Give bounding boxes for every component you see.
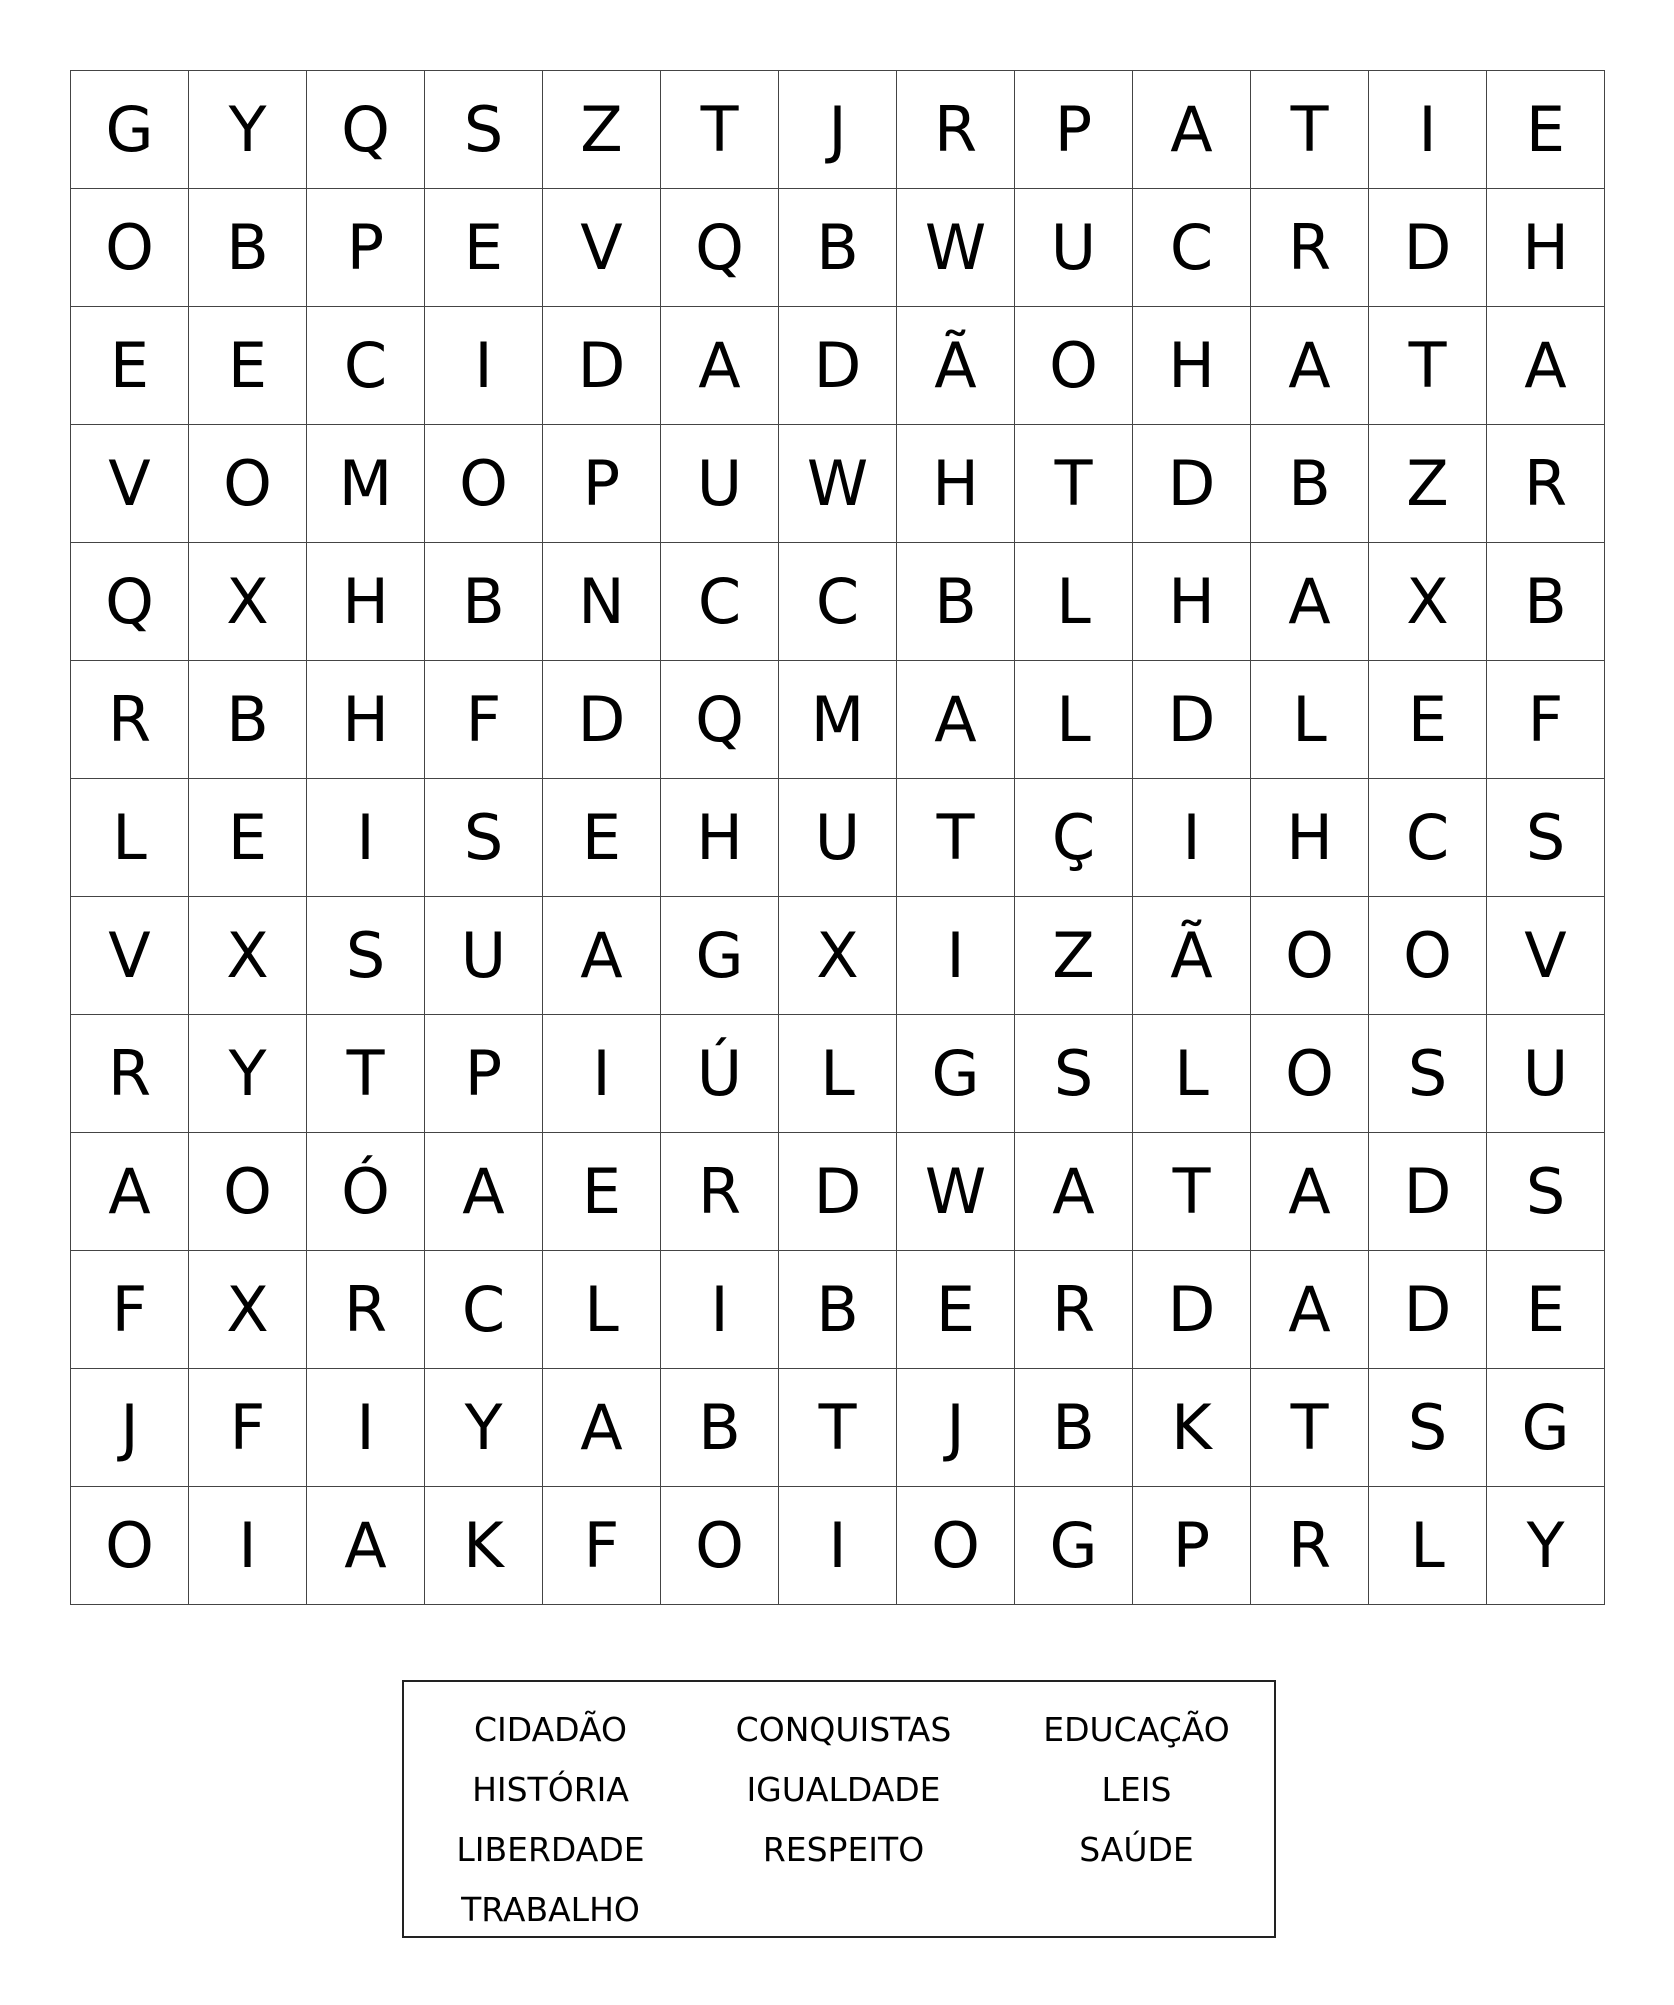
grid-cell[interactable]: O — [1251, 1015, 1369, 1133]
grid-cell[interactable]: A — [1251, 1251, 1369, 1369]
grid-cell[interactable]: E — [1487, 1251, 1605, 1369]
grid-cell[interactable]: T — [307, 1015, 425, 1133]
grid-cell[interactable]: Y — [189, 1015, 307, 1133]
grid-cell[interactable]: C — [1369, 779, 1487, 897]
grid-cell[interactable]: O — [661, 1487, 779, 1605]
grid-cell[interactable]: D — [1369, 1133, 1487, 1251]
grid-cell[interactable]: O — [189, 1133, 307, 1251]
word-bank-item: IGUALDADE — [746, 1770, 941, 1809]
letter-grid-body — [71, 71, 1605, 1605]
grid-cell[interactable]: V — [71, 897, 189, 1015]
grid-cell[interactable]: A — [425, 1133, 543, 1251]
grid-cell[interactable]: Ã — [1133, 897, 1251, 1015]
grid-cell[interactable]: H — [1133, 543, 1251, 661]
grid-cell[interactable]: P — [307, 189, 425, 307]
grid-cell[interactable]: E — [897, 1251, 1015, 1369]
grid-cell[interactable]: X — [1369, 543, 1487, 661]
grid-cell[interactable]: S — [1369, 1369, 1487, 1487]
grid-cell[interactable]: O — [71, 189, 189, 307]
grid-cell[interactable]: C — [1133, 189, 1251, 307]
grid-cell[interactable]: E — [71, 307, 189, 425]
grid-cell[interactable]: H — [1251, 779, 1369, 897]
grid-cell[interactable]: H — [1133, 307, 1251, 425]
word-bank-item: RESPEITO — [762, 1830, 925, 1869]
grid-row — [71, 307, 1605, 425]
grid-cell[interactable]: S — [1487, 1133, 1605, 1251]
grid-cell[interactable]: Y — [425, 1369, 543, 1487]
grid-cell[interactable]: T — [1251, 1369, 1369, 1487]
grid-cell[interactable]: D — [1369, 189, 1487, 307]
grid-cell[interactable]: O — [1015, 307, 1133, 425]
grid-cell[interactable]: D — [779, 307, 897, 425]
grid-cell[interactable]: A — [543, 1369, 661, 1487]
grid-cell[interactable]: I — [543, 1015, 661, 1133]
grid-cell[interactable]: V — [1487, 897, 1605, 1015]
grid-cell[interactable]: F — [543, 1487, 661, 1605]
grid-cell[interactable]: R — [1487, 425, 1605, 543]
grid-cell[interactable]: L — [1369, 1487, 1487, 1605]
grid-cell[interactable]: S — [1369, 1015, 1487, 1133]
grid-cell[interactable]: D — [543, 307, 661, 425]
grid-cell[interactable]: T — [897, 779, 1015, 897]
grid-cell[interactable]: A — [307, 1487, 425, 1605]
grid-cell[interactable]: C — [779, 543, 897, 661]
grid-cell[interactable]: A — [1487, 307, 1605, 425]
grid-cell[interactable]: D — [543, 661, 661, 779]
grid-cell[interactable]: W — [779, 425, 897, 543]
grid-cell[interactable]: O — [189, 425, 307, 543]
grid-row — [71, 543, 1605, 661]
word-bank-item: HISTÓRIA — [472, 1770, 629, 1809]
grid-cell[interactable]: B — [897, 543, 1015, 661]
grid-cell[interactable]: Q — [307, 71, 425, 189]
grid-cell[interactable]: R — [1251, 189, 1369, 307]
grid-cell[interactable]: U — [779, 779, 897, 897]
grid-cell[interactable]: R — [71, 661, 189, 779]
grid-cell[interactable]: S — [1487, 779, 1605, 897]
grid-cell[interactable]: M — [779, 661, 897, 779]
grid-cell[interactable]: Y — [1487, 1487, 1605, 1605]
grid-cell[interactable]: T — [1015, 425, 1133, 543]
grid-cell[interactable]: X — [189, 543, 307, 661]
grid-cell[interactable]: U — [425, 897, 543, 1015]
grid-cell[interactable]: F — [425, 661, 543, 779]
grid-cell[interactable]: T — [1133, 1133, 1251, 1251]
word-bank-item: LIBERDADE — [456, 1830, 645, 1869]
grid-row — [71, 425, 1605, 543]
grid-cell[interactable]: X — [779, 897, 897, 1015]
grid-cell[interactable]: E — [1369, 661, 1487, 779]
grid-cell[interactable]: B — [425, 543, 543, 661]
grid-cell[interactable]: A — [1251, 1133, 1369, 1251]
grid-cell[interactable]: H — [1487, 189, 1605, 307]
grid-cell[interactable]: A — [897, 661, 1015, 779]
grid-cell[interactable]: F — [1487, 661, 1605, 779]
grid-cell[interactable]: Ú — [661, 1015, 779, 1133]
grid-cell[interactable]: A — [1251, 307, 1369, 425]
grid-cell[interactable]: U — [661, 425, 779, 543]
grid-cell[interactable]: A — [1251, 543, 1369, 661]
grid-cell[interactable]: L — [1015, 661, 1133, 779]
grid-cell[interactable]: T — [1251, 71, 1369, 189]
grid-cell[interactable]: J — [71, 1369, 189, 1487]
grid-cell[interactable]: R — [897, 71, 1015, 189]
grid-cell[interactable]: O — [71, 1487, 189, 1605]
grid-cell[interactable]: R — [661, 1133, 779, 1251]
grid-cell[interactable]: H — [661, 779, 779, 897]
grid-cell[interactable]: R — [307, 1251, 425, 1369]
grid-cell[interactable]: R — [71, 1015, 189, 1133]
grid-cell[interactable]: D — [1369, 1251, 1487, 1369]
grid-cell[interactable]: T — [661, 71, 779, 189]
grid-cell[interactable]: G — [897, 1015, 1015, 1133]
grid-row — [71, 1251, 1605, 1369]
grid-cell[interactable]: A — [71, 1133, 189, 1251]
word-bank-item: LEIS — [1101, 1770, 1172, 1809]
grid-cell[interactable]: N — [543, 543, 661, 661]
grid-cell[interactable]: U — [1015, 189, 1133, 307]
grid-cell[interactable]: B — [189, 661, 307, 779]
grid-cell[interactable]: B — [1487, 543, 1605, 661]
grid-cell[interactable]: H — [307, 543, 425, 661]
grid-cell[interactable]: G — [1487, 1369, 1605, 1487]
grid-cell[interactable]: X — [189, 1251, 307, 1369]
grid-cell[interactable]: S — [307, 897, 425, 1015]
grid-cell[interactable]: C — [661, 543, 779, 661]
grid-cell[interactable]: C — [307, 307, 425, 425]
grid-cell[interactable]: Q — [661, 661, 779, 779]
grid-cell[interactable]: I — [661, 1251, 779, 1369]
grid-cell[interactable]: X — [189, 897, 307, 1015]
word-bank-item: TRABALHO — [461, 1890, 640, 1929]
grid-cell[interactable]: K — [425, 1487, 543, 1605]
grid-cell[interactable]: V — [543, 189, 661, 307]
grid-cell[interactable]: T — [779, 1369, 897, 1487]
grid-cell[interactable]: B — [1251, 425, 1369, 543]
grid-cell[interactable]: D — [1133, 425, 1251, 543]
grid-cell[interactable]: B — [779, 1251, 897, 1369]
grid-cell[interactable]: P — [1015, 71, 1133, 189]
grid-cell[interactable]: O — [1369, 897, 1487, 1015]
word-bank-item: SAÚDE — [1079, 1830, 1194, 1869]
grid-cell[interactable]: J — [897, 1369, 1015, 1487]
grid-cell[interactable]: Q — [71, 543, 189, 661]
grid-cell[interactable]: E — [543, 1133, 661, 1251]
grid-cell[interactable]: I — [425, 307, 543, 425]
word-bank-item: EDUCAÇÃO — [1043, 1710, 1230, 1749]
grid-cell[interactable]: D — [1133, 661, 1251, 779]
letter-grid — [70, 70, 1605, 1605]
grid-cell[interactable]: S — [1015, 1015, 1133, 1133]
grid-cell[interactable]: L — [1251, 661, 1369, 779]
grid-cell[interactable]: Ó — [307, 1133, 425, 1251]
grid-row — [71, 661, 1605, 779]
grid-row — [71, 189, 1605, 307]
grid-row — [71, 897, 1605, 1015]
grid-cell[interactable]: B — [1015, 1369, 1133, 1487]
grid-cell[interactable]: E — [189, 779, 307, 897]
grid-cell[interactable]: B — [779, 189, 897, 307]
grid-cell[interactable]: V — [71, 425, 189, 543]
grid-cell[interactable]: Y — [189, 71, 307, 189]
grid-cell[interactable]: L — [1133, 1015, 1251, 1133]
word-bank-item: CONQUISTAS — [735, 1710, 952, 1749]
grid-cell[interactable]: I — [1133, 779, 1251, 897]
grid-cell[interactable]: G — [661, 897, 779, 1015]
grid-cell[interactable]: M — [307, 425, 425, 543]
grid-cell[interactable]: W — [897, 189, 1015, 307]
grid-cell[interactable]: I — [307, 1369, 425, 1487]
grid-cell[interactable]: A — [1133, 71, 1251, 189]
word-bank — [402, 1680, 1276, 1938]
grid-cell[interactable]: H — [897, 425, 1015, 543]
grid-cell[interactable]: G — [1015, 1487, 1133, 1605]
grid-cell[interactable]: E — [543, 779, 661, 897]
grid-cell[interactable]: C — [425, 1251, 543, 1369]
grid-cell[interactable]: O — [897, 1487, 1015, 1605]
grid-row — [71, 1369, 1605, 1487]
grid-cell[interactable]: P — [1133, 1487, 1251, 1605]
grid-cell[interactable]: A — [543, 897, 661, 1015]
grid-cell[interactable]: I — [307, 779, 425, 897]
grid-cell[interactable]: J — [779, 71, 897, 189]
word-bank-item: CIDADÃO — [474, 1710, 627, 1749]
grid-row — [71, 1015, 1605, 1133]
grid-cell[interactable]: O — [1251, 897, 1369, 1015]
grid-cell[interactable]: T — [1369, 307, 1487, 425]
grid-cell[interactable]: L — [71, 779, 189, 897]
grid-cell[interactable]: P — [543, 425, 661, 543]
grid-cell[interactable]: Ç — [1015, 779, 1133, 897]
grid-cell[interactable]: A — [1015, 1133, 1133, 1251]
grid-cell[interactable]: K — [1133, 1369, 1251, 1487]
grid-cell[interactable]: I — [897, 897, 1015, 1015]
grid-cell[interactable]: G — [71, 71, 189, 189]
grid-cell[interactable]: R — [1251, 1487, 1369, 1605]
grid-row — [71, 779, 1605, 897]
grid-cell[interactable]: P — [425, 1015, 543, 1133]
grid-row — [71, 1487, 1605, 1605]
grid-cell[interactable]: B — [189, 189, 307, 307]
grid-cell[interactable]: B — [661, 1369, 779, 1487]
grid-cell[interactable]: I — [189, 1487, 307, 1605]
grid-cell[interactable]: E — [425, 189, 543, 307]
grid-row — [71, 1133, 1605, 1251]
grid-cell[interactable]: S — [425, 71, 543, 189]
grid-cell[interactable]: Q — [661, 189, 779, 307]
grid-cell[interactable]: O — [425, 425, 543, 543]
grid-cell[interactable]: S — [425, 779, 543, 897]
grid-cell[interactable]: Z — [1369, 425, 1487, 543]
grid-cell[interactable]: F — [71, 1251, 189, 1369]
grid-cell[interactable]: Z — [1015, 897, 1133, 1015]
grid-cell[interactable]: E — [1487, 71, 1605, 189]
grid-cell[interactable]: W — [897, 1133, 1015, 1251]
grid-cell[interactable]: L — [779, 1015, 897, 1133]
grid-cell[interactable]: I — [1369, 71, 1487, 189]
grid-row — [71, 71, 1605, 189]
grid-cell[interactable]: E — [189, 307, 307, 425]
grid-cell[interactable]: L — [543, 1251, 661, 1369]
grid-cell[interactable]: D — [779, 1133, 897, 1251]
grid-cell[interactable]: R — [1015, 1251, 1133, 1369]
grid-cell[interactable]: I — [779, 1487, 897, 1605]
grid-cell[interactable]: U — [1487, 1015, 1605, 1133]
grid-cell[interactable]: Ã — [897, 307, 1015, 425]
grid-cell[interactable]: A — [661, 307, 779, 425]
grid-cell[interactable]: L — [1015, 543, 1133, 661]
grid-cell[interactable]: F — [189, 1369, 307, 1487]
grid-cell[interactable]: Z — [543, 71, 661, 189]
grid-cell[interactable]: D — [1133, 1251, 1251, 1369]
grid-cell[interactable]: H — [307, 661, 425, 779]
